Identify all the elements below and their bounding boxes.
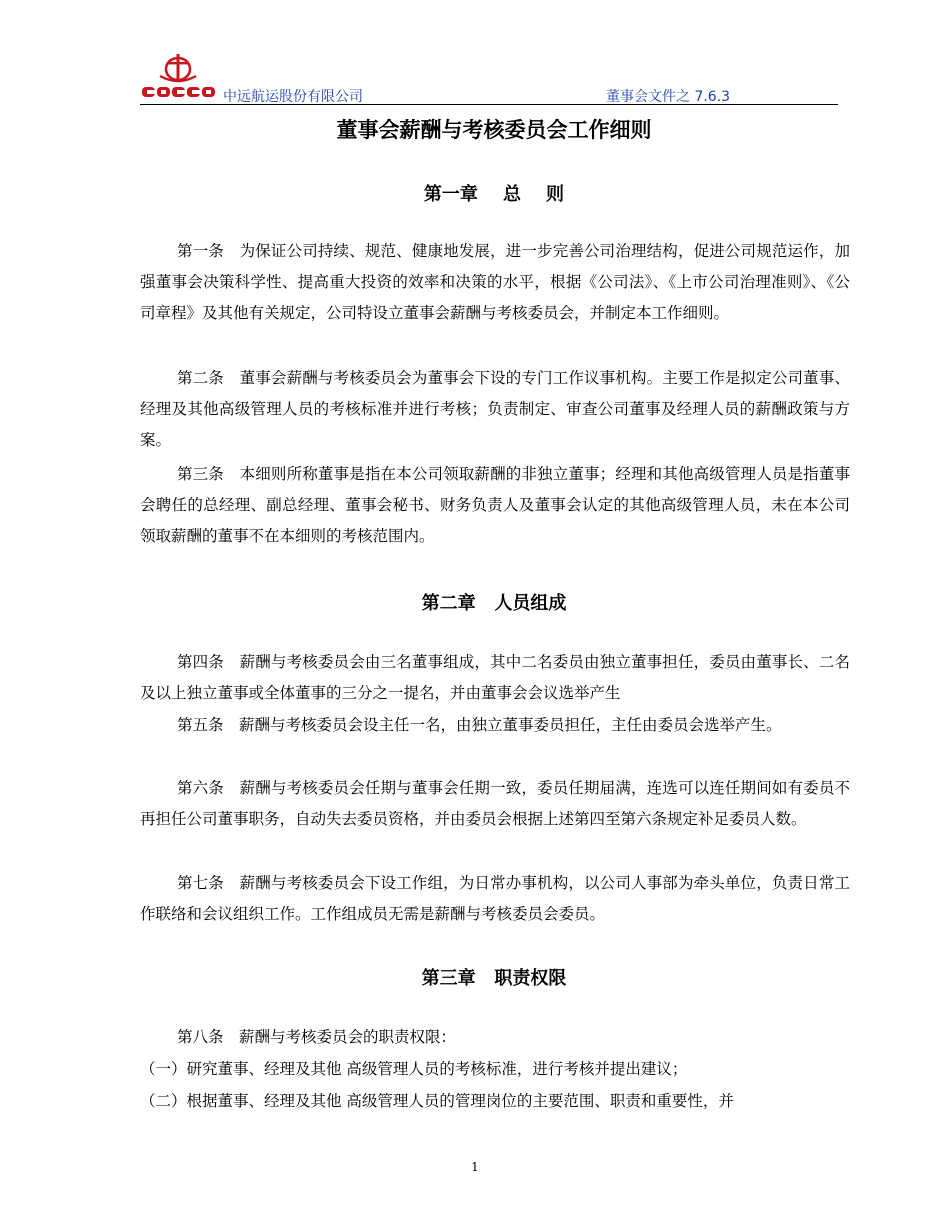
document-title: 董事会薪酬与考核委员会工作细则 <box>336 118 652 142</box>
article-paragraph: 第一条 为保证公司持续、规范、健康地发展，进一步完善公司治理结构，促进公司规范运作，加强董事会决策科学性、提高重大投资的效率和决策的水平，根据《公司法》、《上市公司治理准则》、《公司章程》及其他有关规定，公司特设立董事会薪酬与考核委员会，并制定本工作细则。 <box>140 242 850 322</box>
document-reference: 董事会文件之 7.6.3 <box>606 89 731 105</box>
header-divider <box>140 104 838 105</box>
article-paragraph: 第四条 薪酬与考核委员会由三名董事组成，其中二名委员由独立董事担任，委员由董事长、二名及以上独立董事或全体董事的三分之一提名，并由董事会会议选举产生 <box>140 653 850 702</box>
article-paragraph: 第五条 薪酬与考核委员会设主任一名，由独立董事委员担任，主任由委员会选举产生。 <box>177 716 782 734</box>
chapter-heading: 第二章 人员组成 <box>421 593 567 614</box>
article-paragraph: 第三条 本细则所称董事是指在本公司领取薪酬的非独立董事；经理和其他高级管理人员是指董事会聘任的总经理、副总经理、董事会秘书、财务负责人及董事会认定的其他高级管理人员，未在本公司领取薪酬的董事不在本细则的考核范围内。 <box>140 465 850 545</box>
article-paragraph: 第六条 薪酬与考核委员会任期与董事会任期一致，委员任期届满，连选可以连任期间如有委员不再担任公司董事职务，自动失去委员资格，并由委员会根据上述第四至第六条规定补足委员人数。 <box>140 779 850 828</box>
article-paragraph: 第七条 薪酬与考核委员会下设工作组，为日常办事机构，以公司人事部为牵头单位，负责日常工作联络和会议组织工作。工作组成员无需是薪酬与考核委员会委员。 <box>140 874 850 923</box>
chapter-heading: 第一章 总 则 <box>423 184 565 205</box>
chapter-heading: 第三章 职责权限 <box>421 968 567 989</box>
article-paragraph: 第二条 董事会薪酬与考核委员会为董事会下设的专门工作议事机构。主要工作是拟定公司董事、经理及其他高级管理人员的考核标准并进行考核；负责制定、审查公司董事及经理人员的薪酬政策与方案。 <box>140 369 850 449</box>
list-item: （一）研究董事、经理及其他 高级管理人员的考核标准，进行考核并提出建议； <box>140 1060 688 1078</box>
cosco-logo <box>140 52 218 100</box>
article-paragraph: 第八条 薪酬与考核委员会的职责权限： <box>177 1028 457 1046</box>
list-item: （二）根据董事、经理及其他 高级管理人员的管理岗位的主要范围、职责和重要性，并 <box>140 1092 734 1110</box>
page-header <box>140 52 838 106</box>
company-name: 中远航运股份有限公司 <box>223 89 363 105</box>
page-number: 1 <box>471 1160 479 1174</box>
